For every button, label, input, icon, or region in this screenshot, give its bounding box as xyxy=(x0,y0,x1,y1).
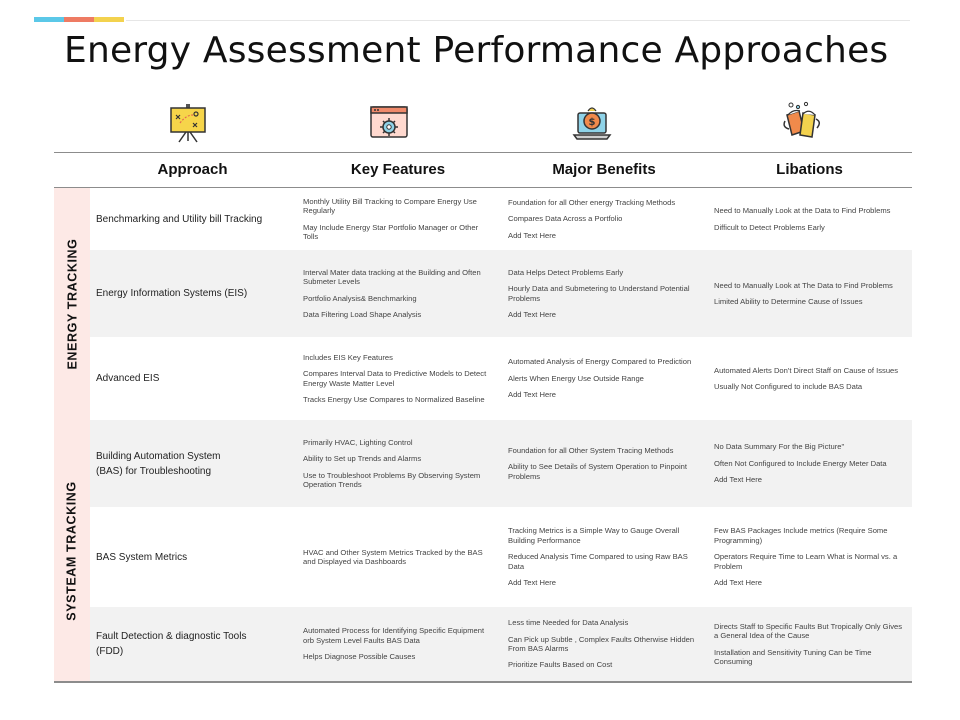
header-libations: Libations xyxy=(776,161,843,178)
table-row xyxy=(90,420,912,507)
page-title: Energy Assessment Performance Approaches xyxy=(64,30,889,71)
group-label: ENERGY TRACKING xyxy=(65,238,80,370)
group-system-tracking xyxy=(54,420,90,681)
features-cell xyxy=(303,607,493,681)
accent-bar-blue xyxy=(34,17,64,22)
libations-cell xyxy=(714,250,904,337)
approach-cell xyxy=(96,337,286,420)
benefit-item: Alerts When Energy Use Outside Range xyxy=(508,373,644,383)
benefit-item: Add Text Here xyxy=(508,230,556,240)
libation-item: Add Text Here xyxy=(714,475,762,485)
libation-item: Need to Manually Look at The Data to Find Problems xyxy=(714,280,893,290)
approach-text: BAS System Metrics xyxy=(96,551,188,563)
feature-item: Interval Mater data tracking at the Building and Often Submeter Levels xyxy=(303,267,481,287)
benefit-item: Ability to See Details of System Operation to Pinpoint Problems xyxy=(508,462,687,481)
benefit-item: Add Text Here xyxy=(508,390,556,400)
libation-item: Installation and Sensitivity Tuning Can be Time Consuming xyxy=(714,647,872,666)
benefits-cell xyxy=(508,507,698,607)
benefit-item: Less time Needed for Data Analysis xyxy=(508,618,629,628)
benefit-item: Reduced Analysis Time Compared to using Raw BAS Data xyxy=(508,552,688,571)
approach-cell xyxy=(96,188,286,250)
table-row xyxy=(90,337,912,420)
approach-cell xyxy=(96,607,286,681)
benefits-cell xyxy=(508,250,698,337)
benefit-item: Foundation for all Other System Tracing Methods xyxy=(508,445,674,455)
benefit-item: Compares Data Across a Portfolio xyxy=(508,214,623,224)
table-row xyxy=(90,607,912,681)
benefit-item: Can Pick up Subtle , Complex Faults Otherwise Hidden From BAS Alarms xyxy=(508,634,695,653)
table-row xyxy=(90,250,912,337)
benefit-item: Automated Analysis of Energy Compared to Prediction xyxy=(508,357,692,367)
libation-item: No Data Summary For the Big Picture" xyxy=(714,442,845,452)
libation-item: Limited Ability to Determine Cause of Issues xyxy=(714,297,863,306)
libations-cell xyxy=(714,337,904,420)
benefits-cell xyxy=(508,188,698,250)
benefit-item: Hourly Data and Submetering to Understand Potential Problems xyxy=(508,284,690,303)
table-row xyxy=(90,507,912,607)
libations-cell xyxy=(714,188,904,250)
feature-item: Helps Diagnose Possible Causes xyxy=(303,652,416,662)
feature-item: Monthly Utility Bill Tracking to Compare Energy Use Regularly xyxy=(303,196,477,216)
feature-item: Compares Interval Data to Predictive Models to Detect Energy Waste Matter Level xyxy=(303,369,487,388)
libation-item: Automated Alerts Don't Direct Staff on Cause of Issues xyxy=(714,365,899,375)
features-cell xyxy=(303,337,493,420)
feature-item: HVAC and Other System Metrics Tracked by the BAS and Displayed via Dashboards xyxy=(303,547,483,566)
approach-text: Building Automation System (BAS) for Troubleshooting xyxy=(96,450,221,477)
laptop-money-icon xyxy=(567,98,617,148)
approach-cell xyxy=(96,507,286,607)
features-cell xyxy=(303,507,493,607)
feature-item: Tracks Energy Use Compares to Normalized Baseline xyxy=(303,394,485,404)
presentation-board-icon xyxy=(163,98,213,148)
browser-gear-icon xyxy=(364,98,414,148)
libation-item: Usually Not Configured to include BAS Data xyxy=(714,382,863,391)
libations-cell xyxy=(714,607,904,681)
beer-mugs-icon xyxy=(778,98,828,148)
benefit-item: Tracking Metrics is a Simple Way to Gauge Overall Building Performance xyxy=(508,526,680,545)
header-key-features: Key Features xyxy=(350,161,446,178)
accent-bar xyxy=(34,17,124,22)
benefit-item: Prioritize Faults Based on Cost xyxy=(508,660,613,670)
accent-bar-orange xyxy=(64,17,94,22)
features-cell xyxy=(303,188,493,250)
benefits-cell xyxy=(508,337,698,420)
header-approach: Approach xyxy=(157,161,228,178)
libation-item: Few BAS Packages Include metrics (Require Some Programming) xyxy=(714,526,888,545)
feature-item: Use to Troubleshoot Problems By Observing System Operation Trends xyxy=(303,470,481,489)
approach-text: Advanced EIS xyxy=(96,373,160,384)
libations-cell xyxy=(714,507,904,607)
feature-item: Ability to Set up Trends and Alarms xyxy=(303,454,422,464)
libation-item: Add Text Here xyxy=(714,578,762,588)
libation-item: Difficult to Detect Problems Early xyxy=(714,222,825,232)
benefits-cell xyxy=(508,607,698,681)
header-major-benefits: Major Benefits xyxy=(552,161,656,178)
libation-item: Operators Require Time to Learn What is Normal vs. a Problem xyxy=(714,552,898,571)
approach-text: Benchmarking and Utility bill Tracking xyxy=(96,213,263,225)
libation-item: Need to Manually Look at the Data to Find Problems xyxy=(714,206,891,216)
approach-text: Fault Detection & diagnostic Tools (FDD) xyxy=(96,631,247,657)
feature-item: May Include Energy Star Portfolio Manager or Other Tolls xyxy=(303,222,479,241)
approach-text: Energy Information Systems (EIS) xyxy=(96,288,248,299)
approach-cell xyxy=(96,420,286,507)
features-cell xyxy=(303,250,493,337)
top-rule xyxy=(126,20,910,21)
features-cell xyxy=(303,420,493,507)
feature-item: Includes EIS Key Features xyxy=(303,352,393,362)
feature-item: Portfolio Analysis& Benchmarking xyxy=(303,293,417,303)
feature-item: Data Filtering Load Shape Analysis xyxy=(303,309,422,319)
table-body xyxy=(54,188,912,683)
group-energy-tracking xyxy=(54,188,90,420)
feature-item: Primarily HVAC, Lighting Control xyxy=(303,437,413,447)
feature-item: Automated Process for Identifying Specific Equipment orb System Level Faults BAS Data xyxy=(303,626,485,645)
table-row xyxy=(90,188,912,250)
benefit-item: Foundation for all Other energy Tracking Methods xyxy=(508,197,676,207)
benefit-item: Add Text Here xyxy=(508,309,556,319)
benefits-cell xyxy=(508,420,698,507)
benefit-item: Add Text Here xyxy=(508,578,556,588)
benefit-item: Data Helps Detect Problems Early xyxy=(508,267,624,277)
group-label: SYSTEAM TRACKING xyxy=(65,480,79,621)
libation-item: Often Not Configured to Include Energy Meter Data xyxy=(714,458,887,468)
accent-bar-yellow xyxy=(94,17,124,22)
svg-text:$: $ xyxy=(588,117,596,128)
table-header-row xyxy=(54,152,912,188)
libations-cell xyxy=(714,420,904,507)
approach-cell xyxy=(96,250,286,337)
libation-item: Directs Staff to Specific Faults But Tropically Only Gives a General Idea of the Cause xyxy=(714,621,903,641)
approaches-table xyxy=(54,152,912,683)
